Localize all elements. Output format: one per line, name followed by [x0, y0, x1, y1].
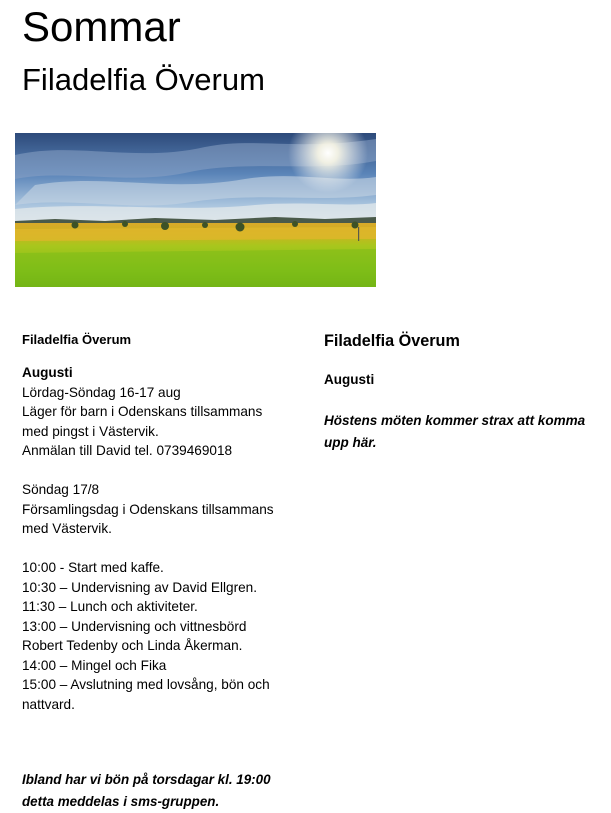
schedule-line: nattvard.: [22, 696, 75, 712]
prayer-note: [22, 769, 271, 813]
event-line: Anmälan till David tel. 0739469018: [22, 443, 233, 458]
summer-field-landscape-image: [15, 133, 376, 287]
page-title: Sommar: [22, 3, 181, 50]
event-line: Söndag 17/8: [22, 482, 100, 497]
schedule-line: 10:30 – Undervisning av David Ellgren.: [22, 579, 258, 595]
left-column: [22, 330, 302, 809]
event-line: Lördag-Söndag 16-17 aug: [22, 384, 181, 400]
left-column-heading: Filadelfia Överum: [22, 332, 132, 347]
autumn-note-line: upp här.: [324, 435, 377, 450]
right-month-heading: Augusti: [324, 372, 375, 387]
prayer-note-line: detta meddelas i sms-gruppen.: [22, 794, 220, 809]
schedule-line: 14:00 – Mingel och Fika: [22, 657, 167, 673]
event-line: Församlingsdag i Odenskans tillsammans: [22, 501, 274, 517]
right-column-heading: Filadelfia Överum: [324, 332, 460, 350]
schedule-line: 11:30 – Lunch och aktiviteter.: [22, 599, 198, 614]
schedule-line: 13:00 – Undervisning och vittnesbörd: [22, 618, 247, 634]
event-line: Läger för barn i Odenskans tillsammans: [22, 404, 263, 419]
page-subtitle: Filadelfia Överum: [22, 62, 265, 97]
right-column: [324, 329, 604, 450]
schedule-line: Robert Tedenby och Linda Åkerman.: [22, 638, 243, 653]
event-line: med pingst i Västervik.: [22, 423, 159, 439]
autumn-meetings-note: [324, 410, 585, 454]
prayer-note-line: Ibland har vi bön på torsdagar kl. 19:00: [22, 772, 271, 787]
autumn-note-line: Höstens möten kommer strax att komma: [324, 413, 586, 428]
schedule-line: 15:00 – Avslutning med lovsång, bön och: [22, 677, 270, 692]
event-line: med Västervik.: [22, 521, 112, 536]
left-month-heading: Augusti: [22, 365, 73, 380]
schedule-line: 10:00 - Start med kaffe.: [22, 560, 164, 575]
